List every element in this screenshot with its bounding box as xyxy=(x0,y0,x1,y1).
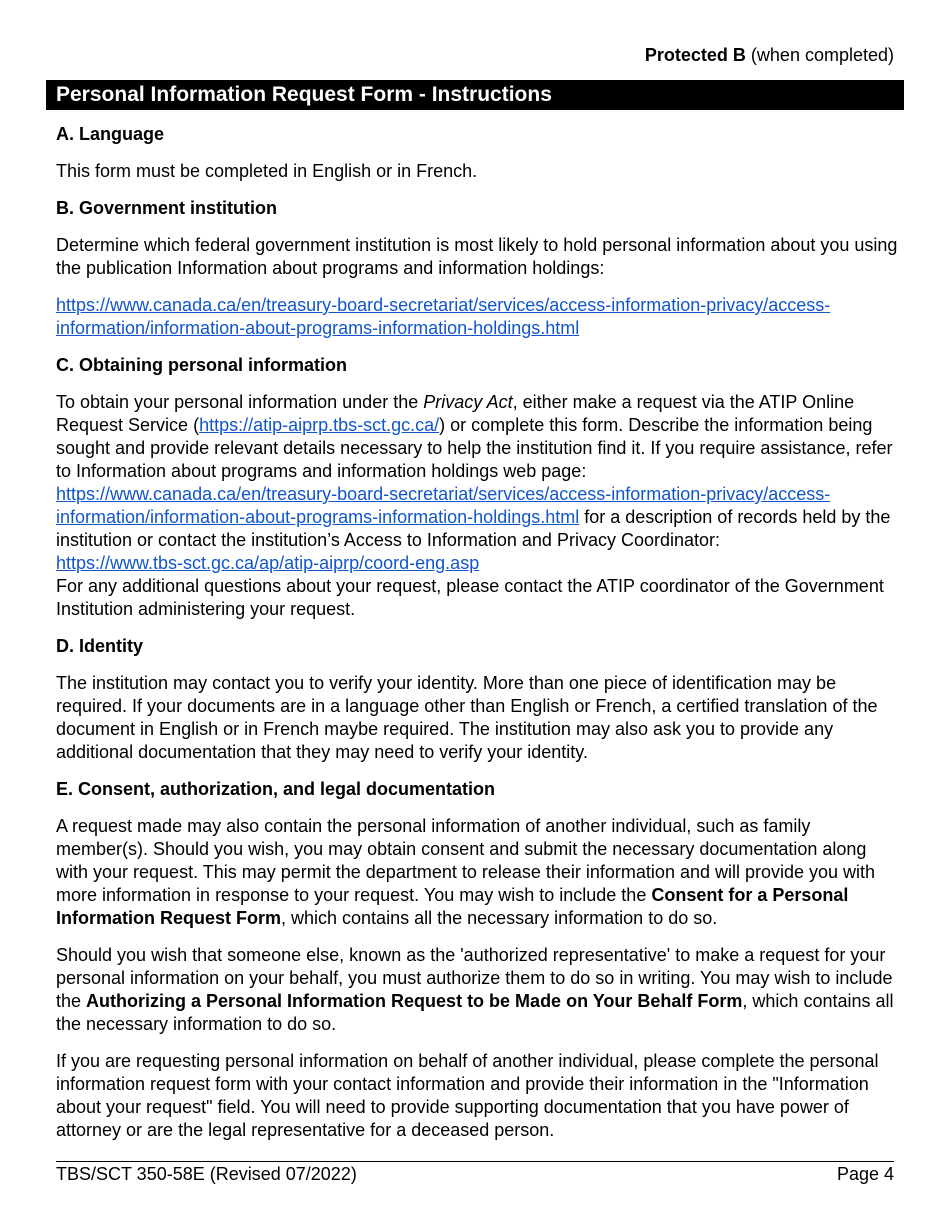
section-c-heading: C. Obtaining personal information xyxy=(56,355,348,375)
section-b-link-block xyxy=(56,294,898,340)
protection-note: (when completed) xyxy=(745,45,894,65)
section-e-heading: E. Consent, authorization, and legal documentation xyxy=(56,779,496,799)
form-identifier: TBS/SCT 350-58E (Revised 07/2022) xyxy=(56,1164,357,1184)
instructions-content xyxy=(56,123,898,1156)
footer-divider xyxy=(56,1161,894,1162)
coordinator-link[interactable]: https://www.tbs-sct.gc.ca/ap/atip-aiprp/coord-eng.asp xyxy=(56,553,480,573)
section-e-authorization: Should you wish that someone else, known as the 'authorized representative' to make a request for your personal information on your behalf, you must authorize them to do so in writing. You may wish to include the Authorizing a Personal Information Request to be Made on Your Behalf Form, which contains all the necessary information to do so. xyxy=(56,945,894,1034)
section-e-legal: If you are requesting personal information on behalf of another individual, please complete the personal information request form with your contact information and provide their information in the "Information about your request" field. You will need to provide supporting documentation that you have power of attorney or are the legal representative for a deceased person. xyxy=(56,1051,879,1140)
consent-form-name: Consent for a Personal Information Request Form xyxy=(56,885,849,928)
protection-label xyxy=(645,44,894,67)
programs-holdings-link[interactable]: https://www.canada.ca/en/treasury-board-secretariat/services/access-information-privacy/access- information/information-about-programs-information-holdings.html xyxy=(56,295,831,338)
section-e-consent: A request made may also contain the personal information of another individual, such as family member(s). Should you wish, you may obtain consent and submit the necessary documentation along with your request. This may permit the department to release their information and will provide you with more information in response to your request. You may wish to include the Consent for a Personal Information Request Form, which contains all the necessary information to do so. xyxy=(56,816,876,928)
section-b-heading: B. Government institution xyxy=(56,198,278,218)
section-a-body: This form must be completed in English or in French. xyxy=(56,161,478,181)
section-a-heading: A. Language xyxy=(56,124,165,144)
section-d-body: The institution may contact you to verify your identity. More than one piece of identification may be required. If your documents are in a language other than English or French, a certified translation of the document in English or in French maybe required. The institution may also ask you to provide any additional documentation that they may need to verify your identity. xyxy=(56,673,878,762)
section-c-body: To obtain your personal information under the Privacy Act, either make a request via the ATIP Online Request Service (https://atip-aiprp.tbs-sct.gc.ca/) or complete this form. Describe the information being sought and provide relevant details necessary to help the institution find it. If you require assistance, refer to Information about programs and information holdings web page: https://www.canada.ca/en/treasury-board-secretariat/services/access-information-privacy/access- information/information-about-programs-information-holdings.html for a description of records held by the institution or contact the institution’s Access to Information and Privacy Coordinator: https://www.tbs-sct.gc.ca/ap/atip-aiprp/coord-eng.asp For any additional questions about your request, please contact the ATIP coordinator of the Government Institution administering your request. xyxy=(56,392,893,619)
privacy-act-title: Privacy Act xyxy=(423,392,513,412)
section-b-body: Determine which federal government institution is most likely to hold personal information about you using the publication Information about programs and information holdings: xyxy=(56,235,898,278)
page-title-banner: Personal Information Request Form - Instructions xyxy=(46,80,904,110)
page-number: Page 4 xyxy=(836,1164,894,1184)
atip-online-link[interactable]: https://atip-aiprp.tbs-sct.gc.ca/ xyxy=(199,415,440,435)
info-holdings-link[interactable]: https://www.canada.ca/en/treasury-board-secretariat/services/access-information-privacy/access- information/information-about-programs-information-holdings.html xyxy=(56,484,831,527)
protection-level: Protected B xyxy=(644,45,746,65)
section-d-heading: D. Identity xyxy=(56,636,144,656)
authorization-form-name: Authorizing a Personal Information Request to be Made on Your Behalf Form xyxy=(86,991,743,1011)
